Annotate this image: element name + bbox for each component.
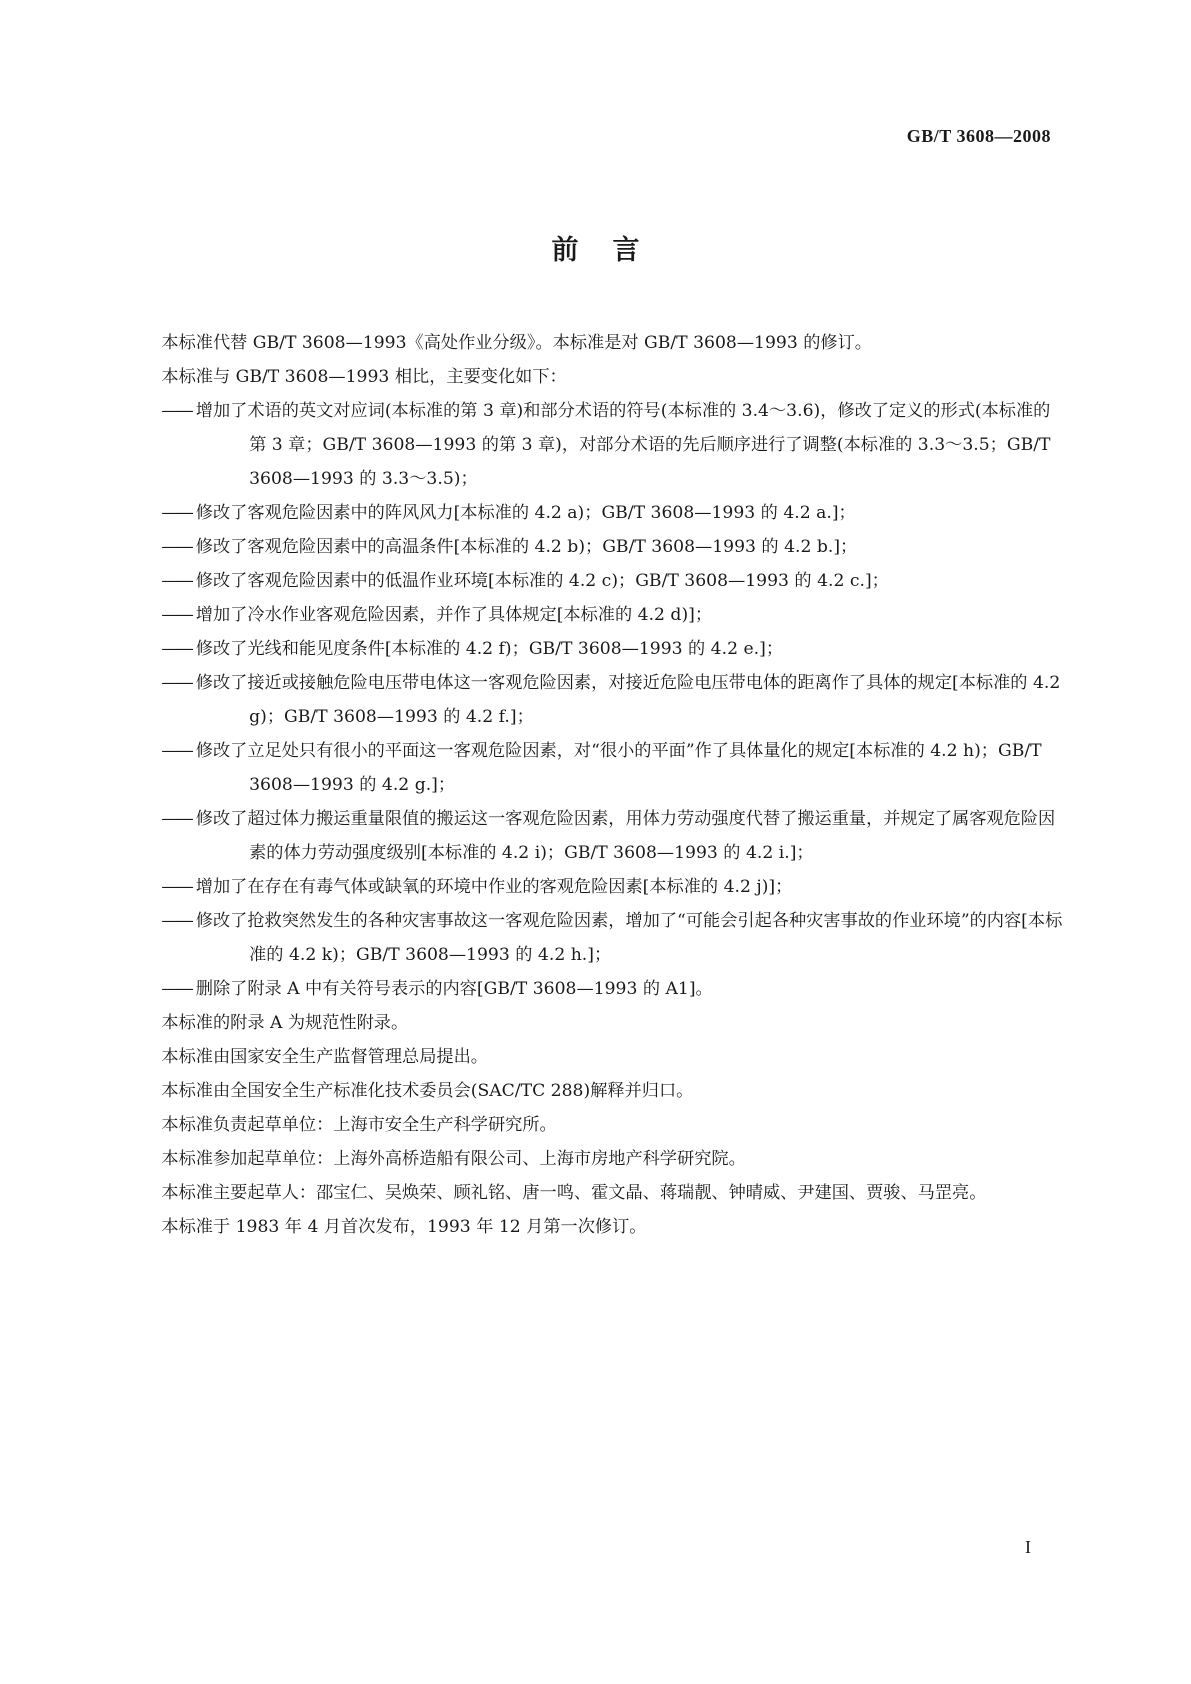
change-item — [127, 598, 1064, 632]
dash-mark: —— — [161, 639, 192, 659]
change-item-text: 修改了客观危险因素中的阵风风力[本标准的 4.2 a)；GB/T 3608—1993 的 4.2 a.]； — [195, 503, 856, 523]
dash-mark: —— — [161, 979, 192, 999]
change-item — [127, 904, 1064, 972]
dash-mark: —— — [161, 605, 192, 625]
page-title: 前言 — [551, 235, 674, 266]
page-number: I — [1025, 1537, 1031, 1557]
dash-mark: —— — [161, 741, 192, 761]
closing-paragraph: 本标准由全国安全生产标准化技术委员会(SAC/TC 288)解释并归口。 — [161, 1081, 694, 1101]
dash-mark: —— — [161, 537, 192, 557]
change-item — [127, 666, 1064, 734]
dash-mark: —— — [161, 401, 192, 421]
change-item-text: 修改了超过体力搬运重量限值的搬运这一客观危险因素，用体力劳动强度代替了搬运重量，并规定了属客观危险因素的体力劳动强度级别[本标准的 4.2 i)；GB/T 3608—1993 的 4.2 i.]； — [195, 809, 1056, 863]
change-item — [127, 394, 1064, 496]
change-item — [127, 802, 1064, 870]
closing-paragraph: 本标准于 1983 年 4 月首次发布，1993 年 12 月第一次修订。 — [161, 1217, 647, 1237]
change-item — [127, 972, 1064, 1006]
dash-mark: —— — [161, 809, 192, 829]
change-item — [127, 564, 1064, 598]
change-item-text: 增加了在存在有毒气体或缺氧的环境中作业的客观危险因素[本标准的 4.2 j)]； — [195, 877, 793, 897]
intro-paragraph: 本标准与 GB/T 3608—1993 相比，主要变化如下： — [161, 367, 567, 387]
dash-mark: —— — [161, 877, 192, 897]
change-item — [127, 870, 1064, 904]
dash-mark: —— — [161, 911, 192, 931]
closing-paragraph: 本标准参加起草单位：上海外高桥造船有限公司、上海市房地产科学研究院。 — [161, 1149, 746, 1169]
dash-mark: —— — [161, 673, 192, 693]
change-item-text: 修改了客观危险因素中的高温条件[本标准的 4.2 b)；GB/T 3608—1993 的 4.2 b.]； — [195, 537, 858, 557]
closing-paragraph: 本标准负责起草单位：上海市安全生产科学研究所。 — [161, 1115, 557, 1135]
closing-paragraph: 本标准由国家安全生产监督管理总局提出。 — [161, 1047, 488, 1067]
change-item-text: 修改了接近或接触危险电压带电体这一客观危险因素，对接近危险电压带电体的距离作了具体的规定[本标准的 4.2 g)；GB/T 3608—1993 的 4.2 f.]； — [195, 673, 1061, 727]
change-item-text: 删除了附录 A 中有关符号表示的内容[GB/T 3608—1993 的 A1]。 — [195, 979, 713, 999]
change-item-text: 增加了冷水作业客观危险因素，并作了具体规定[本标准的 4.2 d)]； — [195, 605, 713, 625]
foreword-body — [127, 326, 1064, 1244]
change-item-text: 修改了立足处只有很小的平面这一客观危险因素，对“很小的平面”作了具体量化的规定[本标准的 4.2 h)；GB/T 3608—1993 的 4.2 g.]； — [195, 741, 1042, 795]
dash-mark: —— — [161, 503, 192, 523]
dash-mark: —— — [161, 571, 192, 591]
change-item — [127, 632, 1064, 666]
change-item-text: 修改了客观危险因素中的低温作业环境[本标准的 4.2 c)；GB/T 3608—1993 的 4.2 c.]； — [195, 571, 889, 591]
standard-number: GB/T 3608—2008 — [906, 126, 1051, 146]
change-item-text: 增加了术语的英文对应词(本标准的第 3 章)和部分术语的符号(本标准的 3.4～3.6)，修改了定义的形式(本标准的第 3 章；GB/T 3608—1993 的第 3 章)，对部分术语的先后顺序进行了调整(本标准的 3.3～3.5；GB/T 3608—1993 的 3.3～3.5)； — [195, 401, 1051, 489]
change-item — [127, 530, 1064, 564]
intro-paragraph: 本标准代替 GB/T 3608—1993《高处作业分级》。本标准是对 GB/T 3608—1993 的修订。 — [161, 333, 872, 353]
change-item — [127, 734, 1064, 802]
change-item-text: 修改了抢救突然发生的各种灾害事故这一客观危险因素，增加了“可能会引起各种灾害事故的作业环境”的内容[本标准的 4.2 k)；GB/T 3608—1993 的 4.2 h.]； — [195, 911, 1063, 965]
closing-paragraph: 本标准主要起草人：邵宝仁、吴焕荣、顾礼铭、唐一鸣、霍文晶、蒋瑞靓、钟晴威、尹建国、贾骏、马罡亮。 — [161, 1183, 987, 1203]
change-item — [127, 496, 1064, 530]
closing-paragraph: 本标准的附录 A 为规范性附录。 — [161, 1013, 409, 1033]
change-item-text: 修改了光线和能见度条件[本标准的 4.2 f)；GB/T 3608—1993 的 4.2 e.]； — [195, 639, 784, 659]
